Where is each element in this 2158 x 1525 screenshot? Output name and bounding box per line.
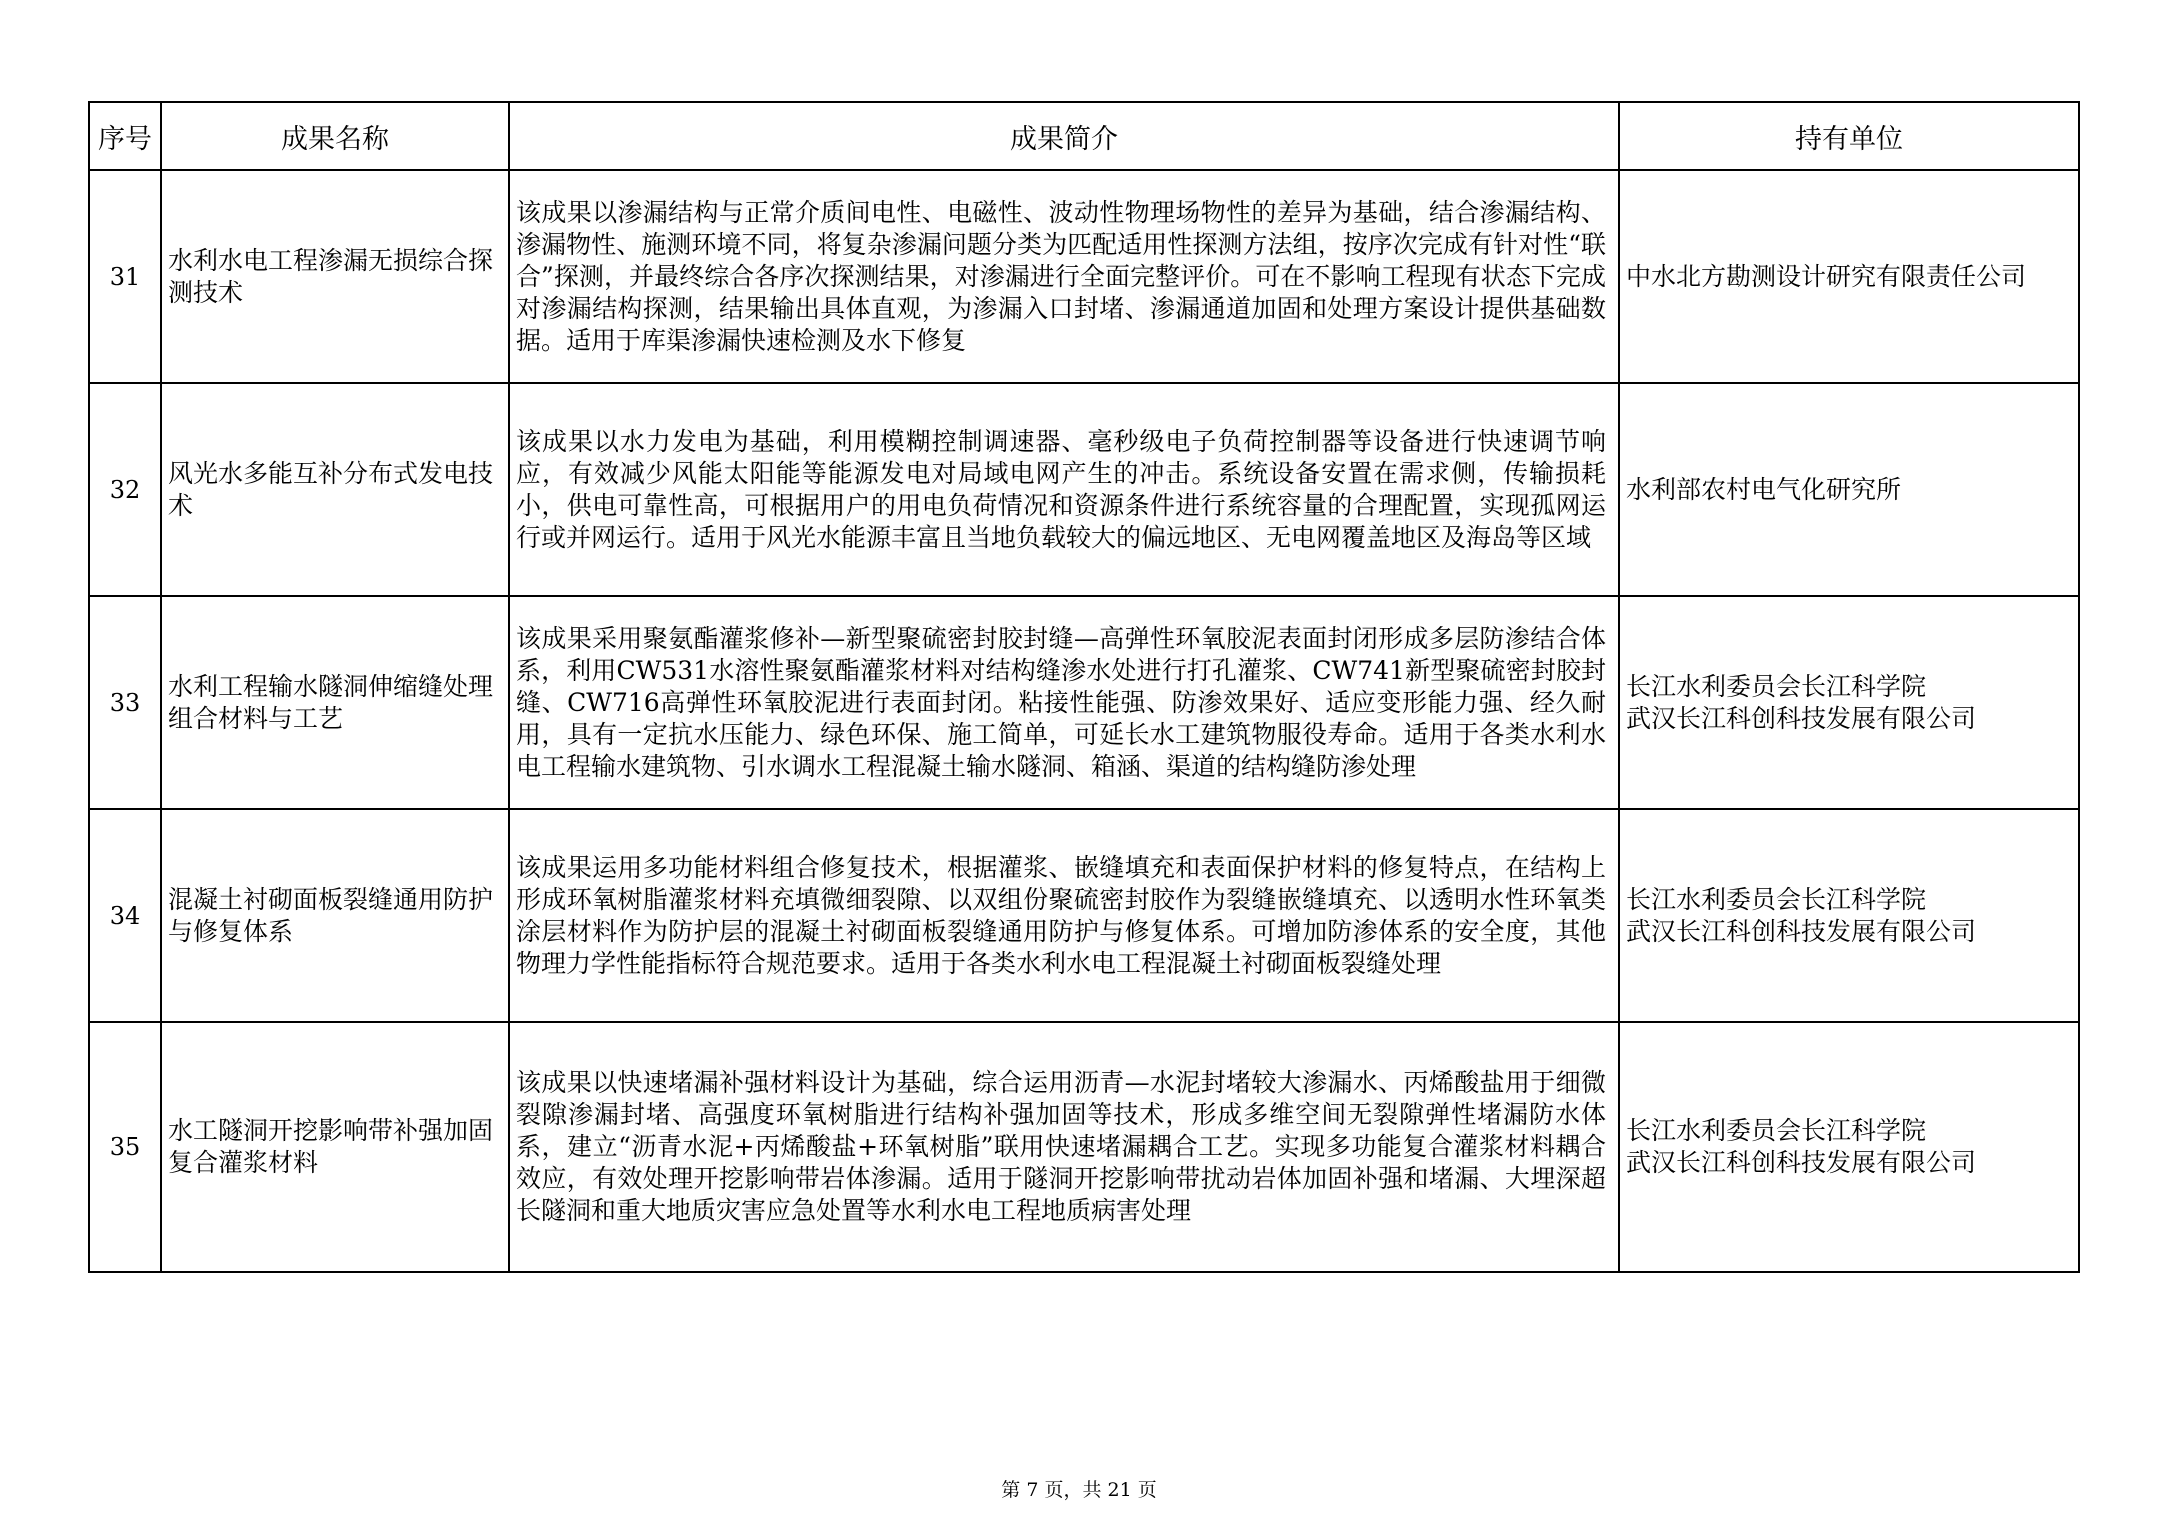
row-number: 31	[89, 170, 161, 383]
result-name: 水利工程输水隧洞伸缩缝处理组合材料与工艺	[161, 596, 509, 809]
page-number: 第 7 页，共 21 页	[1001, 1479, 1157, 1501]
result-name: 风光水多能互补分布式发电技术	[161, 383, 509, 596]
organization-name: 水利部农村电气化研究所	[1626, 474, 1902, 504]
table-row	[89, 170, 2079, 383]
header-name: 成果名称	[161, 102, 509, 170]
result-description: 该成果以水力发电为基础，利用模糊控制调速器、毫秒级电子负荷控制器等设备进行快速调节响应，有效减少风能太阳能等能源发电对局域电网产生的冲击。系统设备安置在需求侧，传输损耗小，供电可靠性高，可根据用户的用电负荷情况和资源条件进行系统容量的合理配置，实现孤网运行或并网运行。适用于风光水能源丰富且当地负载较大的偏远地区、无电网覆盖地区及海岛等区域	[509, 383, 1619, 596]
result-description: 该成果采用聚氨酯灌浆修补—新型聚硫密封胶封缝—高弹性环氧胶泥表面封闭形成多层防渗结合体系，利用CW531水溶性聚氨酯灌浆材料对结构缝渗水处进行打孔灌浆、CW741新型聚硫密封胶封缝、CW716高弹性环氧胶泥进行表面封闭。粘接性能强、防渗效果好、适应变形能力强、经久耐用，具有一定抗水压能力、绿色环保、施工简单，可延长水工建筑物服役寿命。适用于各类水利水电工程输水建筑物、引水调水工程混凝土输水隧洞、箱涵、渠道的结构缝防渗处理	[509, 596, 1619, 809]
organization-name: 武汉长江科创科技发展有限公司	[1626, 916, 1977, 946]
organization-name: 武汉长江科创科技发展有限公司	[1626, 1148, 1977, 1177]
table-row	[89, 1022, 2079, 1272]
header-org: 持有单位	[1619, 102, 2079, 170]
row-number: 34	[89, 809, 161, 1022]
result-description: 该成果以渗漏结构与正常介质间电性、电磁性、波动性物理场物性的差异为基础，结合渗漏结构、渗漏物性、施测环境不同，将复杂渗漏问题分类为匹配适用性探测方法组，按序次完成有针对性“联合”探测，并最终综合各序次探测结果，对渗漏进行全面完整评价。可在不影响工程现有状态下完成对渗漏结构探测，结果输出具体直观，为渗漏入口封堵、渗漏通道加固和处理方案设计提供基础数据。适用于库渠渗漏快速检测及水下修复	[509, 170, 1619, 383]
holder-organization	[1619, 809, 2079, 1022]
organization-name: 中水北方勘测设计研究有限责任公司	[1626, 261, 2027, 291]
row-number: 35	[89, 1022, 161, 1272]
table-row	[89, 809, 2079, 1022]
table-row	[89, 383, 2079, 596]
organization-name: 长江水利委员会长江科学院	[1626, 671, 1927, 701]
table-header-row	[89, 102, 2079, 170]
table-row	[89, 596, 2079, 809]
result-name: 水利水电工程渗漏无损综合探测技术	[161, 170, 509, 383]
row-number: 32	[89, 383, 161, 596]
organization-name: 武汉长江科创科技发展有限公司	[1626, 703, 1977, 733]
holder-organization	[1619, 1022, 2079, 1272]
header-no: 序号	[89, 102, 161, 170]
result-description: 该成果运用多功能材料组合修复技术，根据灌浆、嵌缝填充和表面保护材料的修复特点，在结构上形成环氧树脂灌浆材料充填微细裂隙、以双组份聚硫密封胶作为裂缝嵌缝填充、以透明水性环氧类涂层材料作为防护层的混凝土衬砌面板裂缝通用防护与修复体系。可增加防渗体系的安全度，其他物理力学性能指标符合规范要求。适用于各类水利水电工程混凝土衬砌面板裂缝处理	[509, 809, 1619, 1022]
result-name: 混凝土衬砌面板裂缝通用防护与修复体系	[161, 809, 509, 1022]
results-table	[88, 101, 2080, 1273]
holder-organization	[1619, 596, 2079, 809]
header-desc: 成果简介	[509, 102, 1619, 170]
organization-name: 长江水利委员会长江科学院	[1626, 884, 1927, 914]
organization-name: 长江水利委员会长江科学院	[1626, 1116, 1927, 1145]
holder-organization	[1619, 170, 2079, 383]
row-number: 33	[89, 596, 161, 809]
result-description: 该成果以快速堵漏补强材料设计为基础，综合运用沥青—水泥封堵较大渗漏水、丙烯酸盐用于细微裂隙渗漏封堵、高强度环氧树脂进行结构补强加固等技术，形成多维空间无裂隙弹性堵漏防水体系，建立“沥青水泥+丙烯酸盐+环氧树脂”联用快速堵漏耦合工艺。实现多功能复合灌浆材料耦合效应，有效处理开挖影响带岩体渗漏。适用于隧洞开挖影响带扰动岩体加固补强和堵漏、大埋深超长隧洞和重大地质灾害应急处置等水利水电工程地质病害处理	[509, 1022, 1619, 1272]
holder-organization	[1619, 383, 2079, 596]
result-name: 水工隧洞开挖影响带补强加固复合灌浆材料	[161, 1022, 509, 1272]
